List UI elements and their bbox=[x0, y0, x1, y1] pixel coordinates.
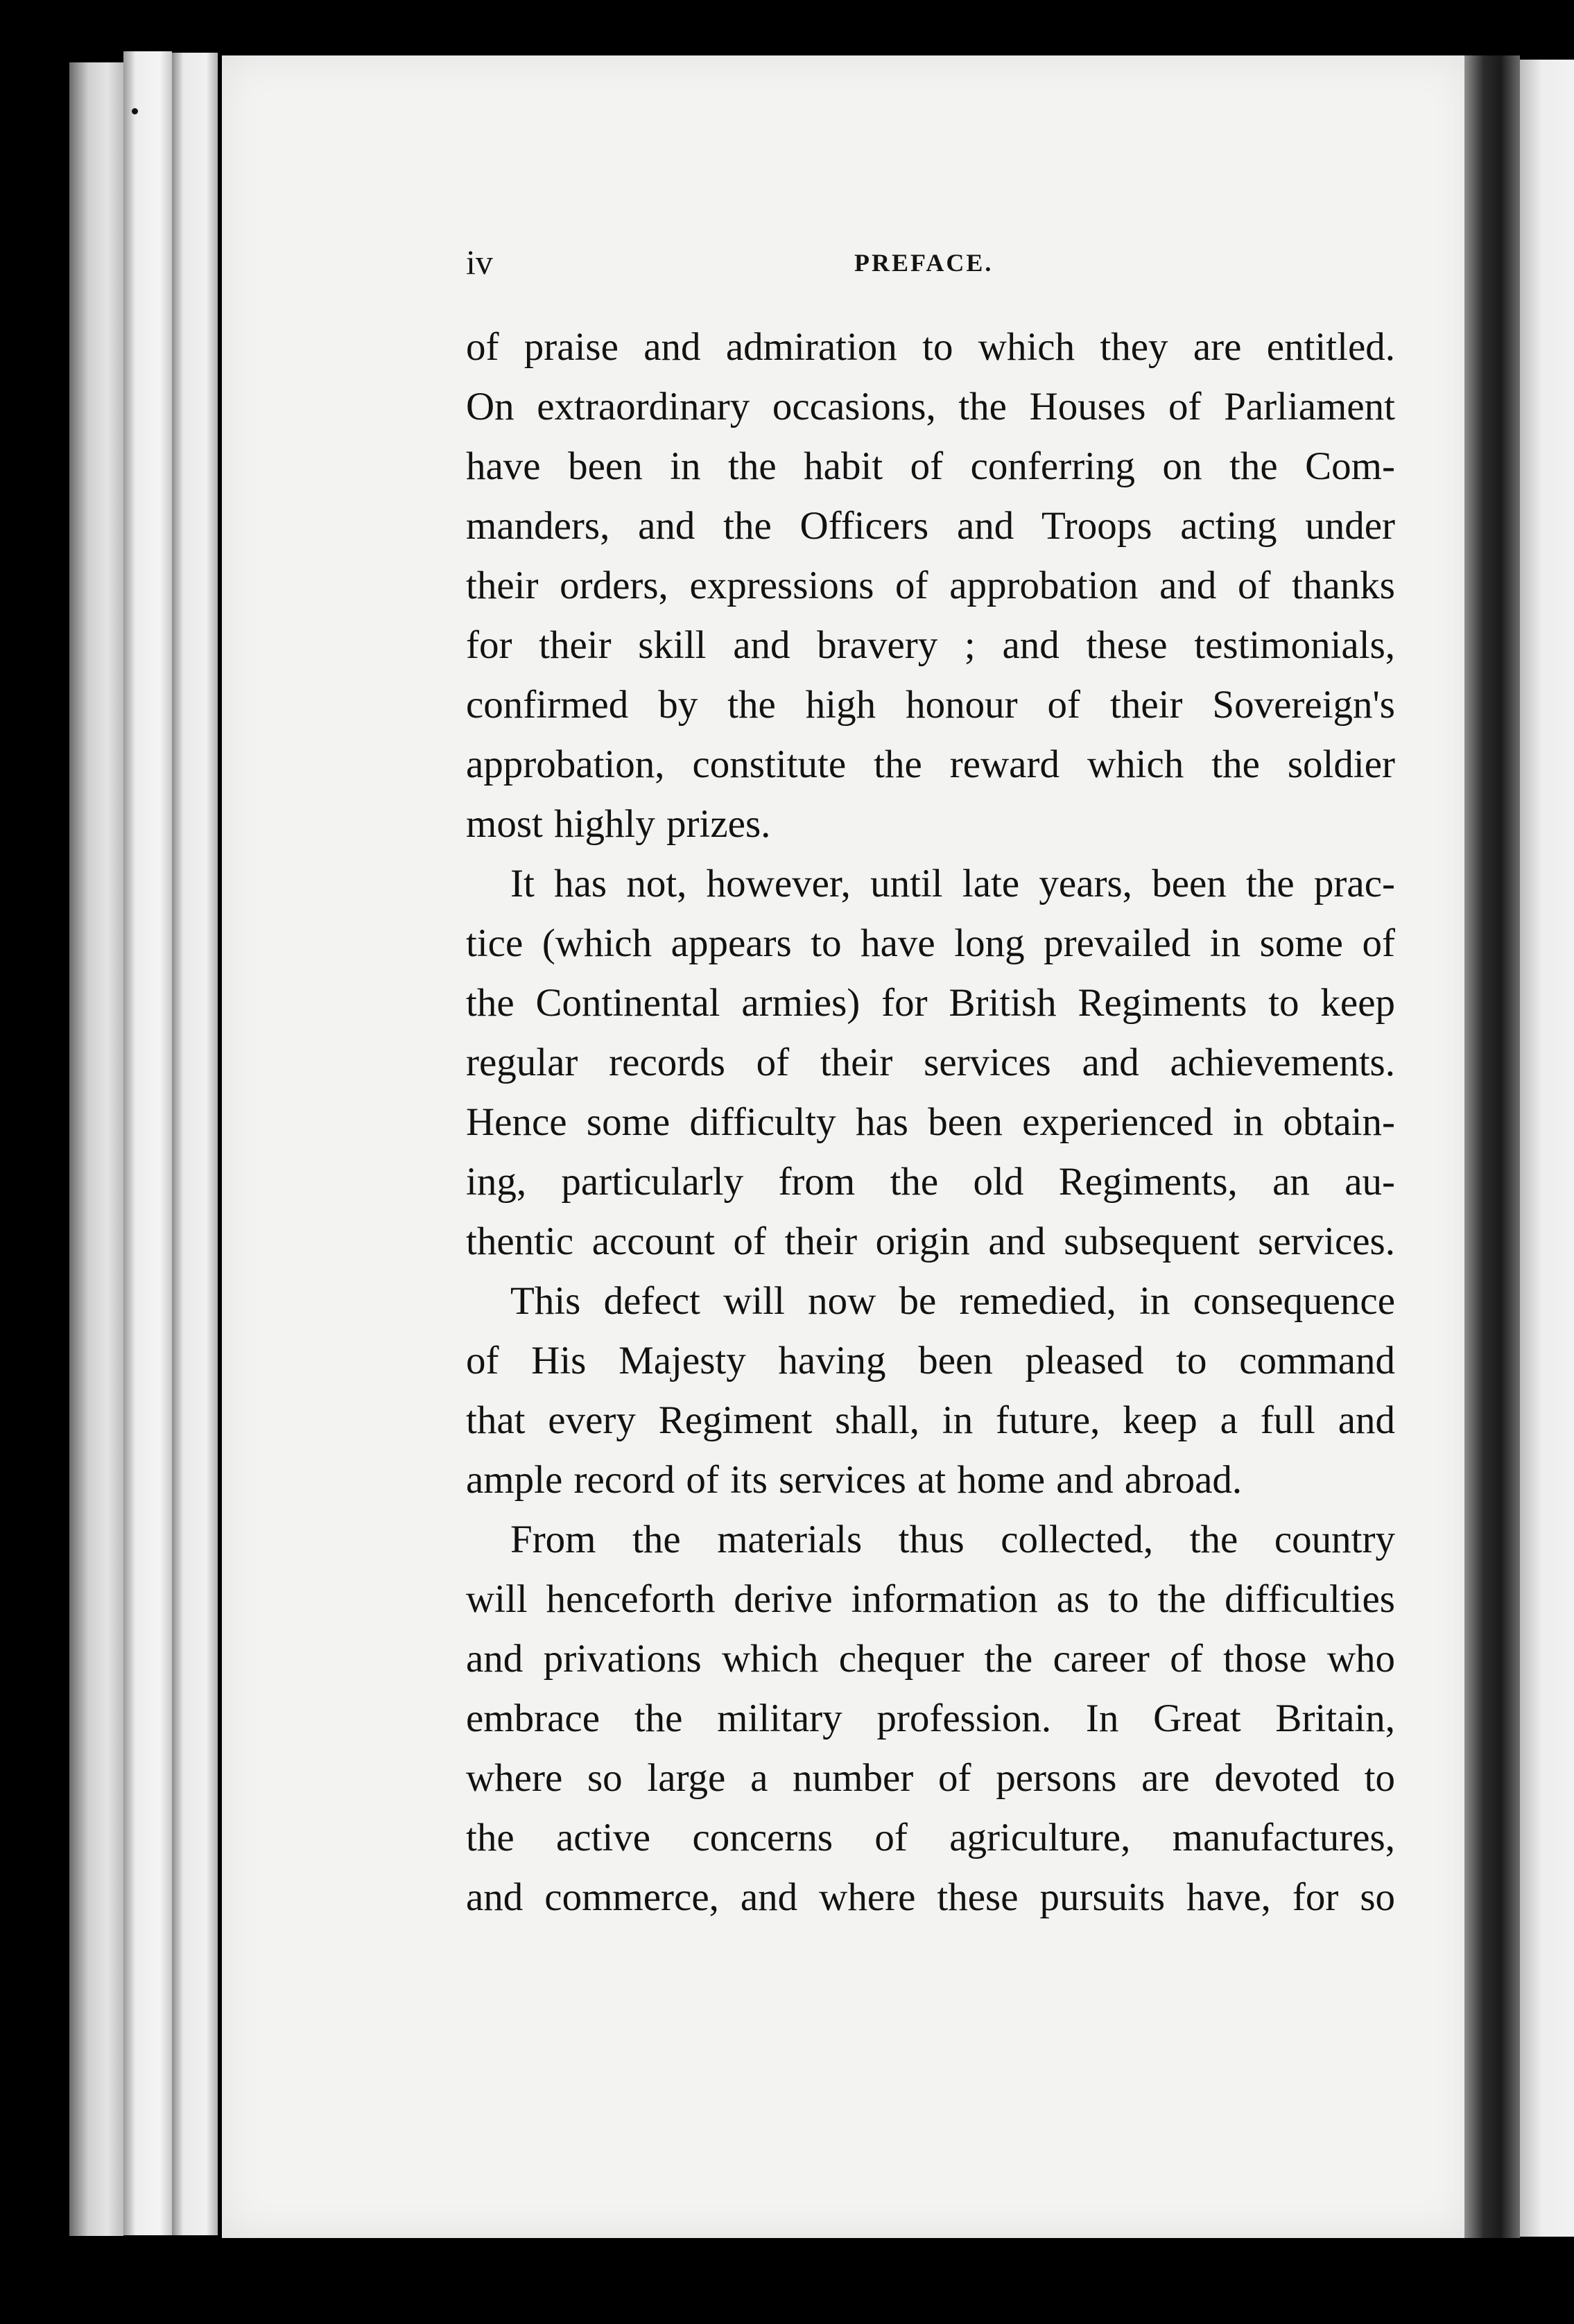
text-line: thentic account of their origin and subsequent services. bbox=[466, 1220, 1395, 1263]
text-line: that every Regiment shall, in future, keep a full and bbox=[466, 1398, 1395, 1442]
text-line: manders, and the Officers and Troops acting under bbox=[466, 504, 1395, 548]
paragraph-records bbox=[466, 854, 1395, 1272]
binding-gutter bbox=[1464, 55, 1520, 2238]
text-line: of praise and admiration to which they are entitled. bbox=[466, 325, 1395, 369]
paragraph-remedy bbox=[466, 1272, 1395, 1510]
text-line: of His Majesty having been pleased to command bbox=[466, 1339, 1395, 1382]
running-head bbox=[466, 241, 1395, 283]
text-line: regular records of their services and achievements. bbox=[466, 1041, 1395, 1084]
text-line: Hence some difficulty has been experienced in obtain- bbox=[466, 1100, 1395, 1144]
text-line: ample record of its services at home and abroad. bbox=[466, 1458, 1243, 1502]
text-line: On extraordinary occasions, the Houses of Parliament bbox=[466, 385, 1395, 428]
text-line: and privations which chequer the career of those who bbox=[466, 1637, 1395, 1681]
text-line: have been in the habit of conferring on the Com- bbox=[466, 444, 1395, 488]
text-line: will henceforth derive information as to the difficulties bbox=[466, 1577, 1395, 1621]
running-title: PREFACE. bbox=[854, 249, 994, 277]
page-edge-outer bbox=[69, 62, 123, 2236]
text-line: ing, particularly from the old Regiments, an au- bbox=[466, 1160, 1395, 1204]
text-line: for their skill and bravery ; and these testimonials, bbox=[466, 623, 1395, 667]
page-edge-middle bbox=[123, 51, 172, 2235]
paragraph-materials bbox=[466, 1510, 1395, 1927]
text-line: This defect will now be remedied, in consequence bbox=[510, 1279, 1395, 1323]
page-edge-inner bbox=[172, 53, 218, 2235]
text-line: and commerce, and where these pursuits have, for so bbox=[466, 1875, 1395, 1919]
paragraph-continuation bbox=[466, 318, 1395, 854]
text-line: the active concerns of agriculture, manufactures, bbox=[466, 1816, 1395, 1859]
text-line: approbation, constitute the reward which the soldier bbox=[466, 743, 1395, 786]
facing-page-edge bbox=[1520, 60, 1574, 2237]
body-text bbox=[466, 318, 1395, 1927]
text-line: most highly prizes. bbox=[466, 802, 771, 846]
text-line: It has not, however, until late years, been the prac- bbox=[510, 862, 1395, 905]
text-line: From the materials thus collected, the country bbox=[510, 1518, 1395, 1561]
text-line: the Continental armies) for British Regiments to keep bbox=[466, 981, 1395, 1025]
scan-border-bottom bbox=[0, 2238, 1574, 2324]
text-line: embrace the military profession. In Great Britain, bbox=[466, 1697, 1395, 1740]
text-line: confirmed by the high honour of their Sovereign's bbox=[466, 683, 1395, 727]
text-line: tice (which appears to have long prevailed in some of bbox=[466, 921, 1395, 965]
ink-speck bbox=[132, 108, 138, 114]
page-number: iv bbox=[466, 243, 493, 281]
text-line: where so large a number of persons are devoted to bbox=[466, 1756, 1395, 1800]
text-line: their orders, expressions of approbation and of thanks bbox=[466, 564, 1395, 607]
